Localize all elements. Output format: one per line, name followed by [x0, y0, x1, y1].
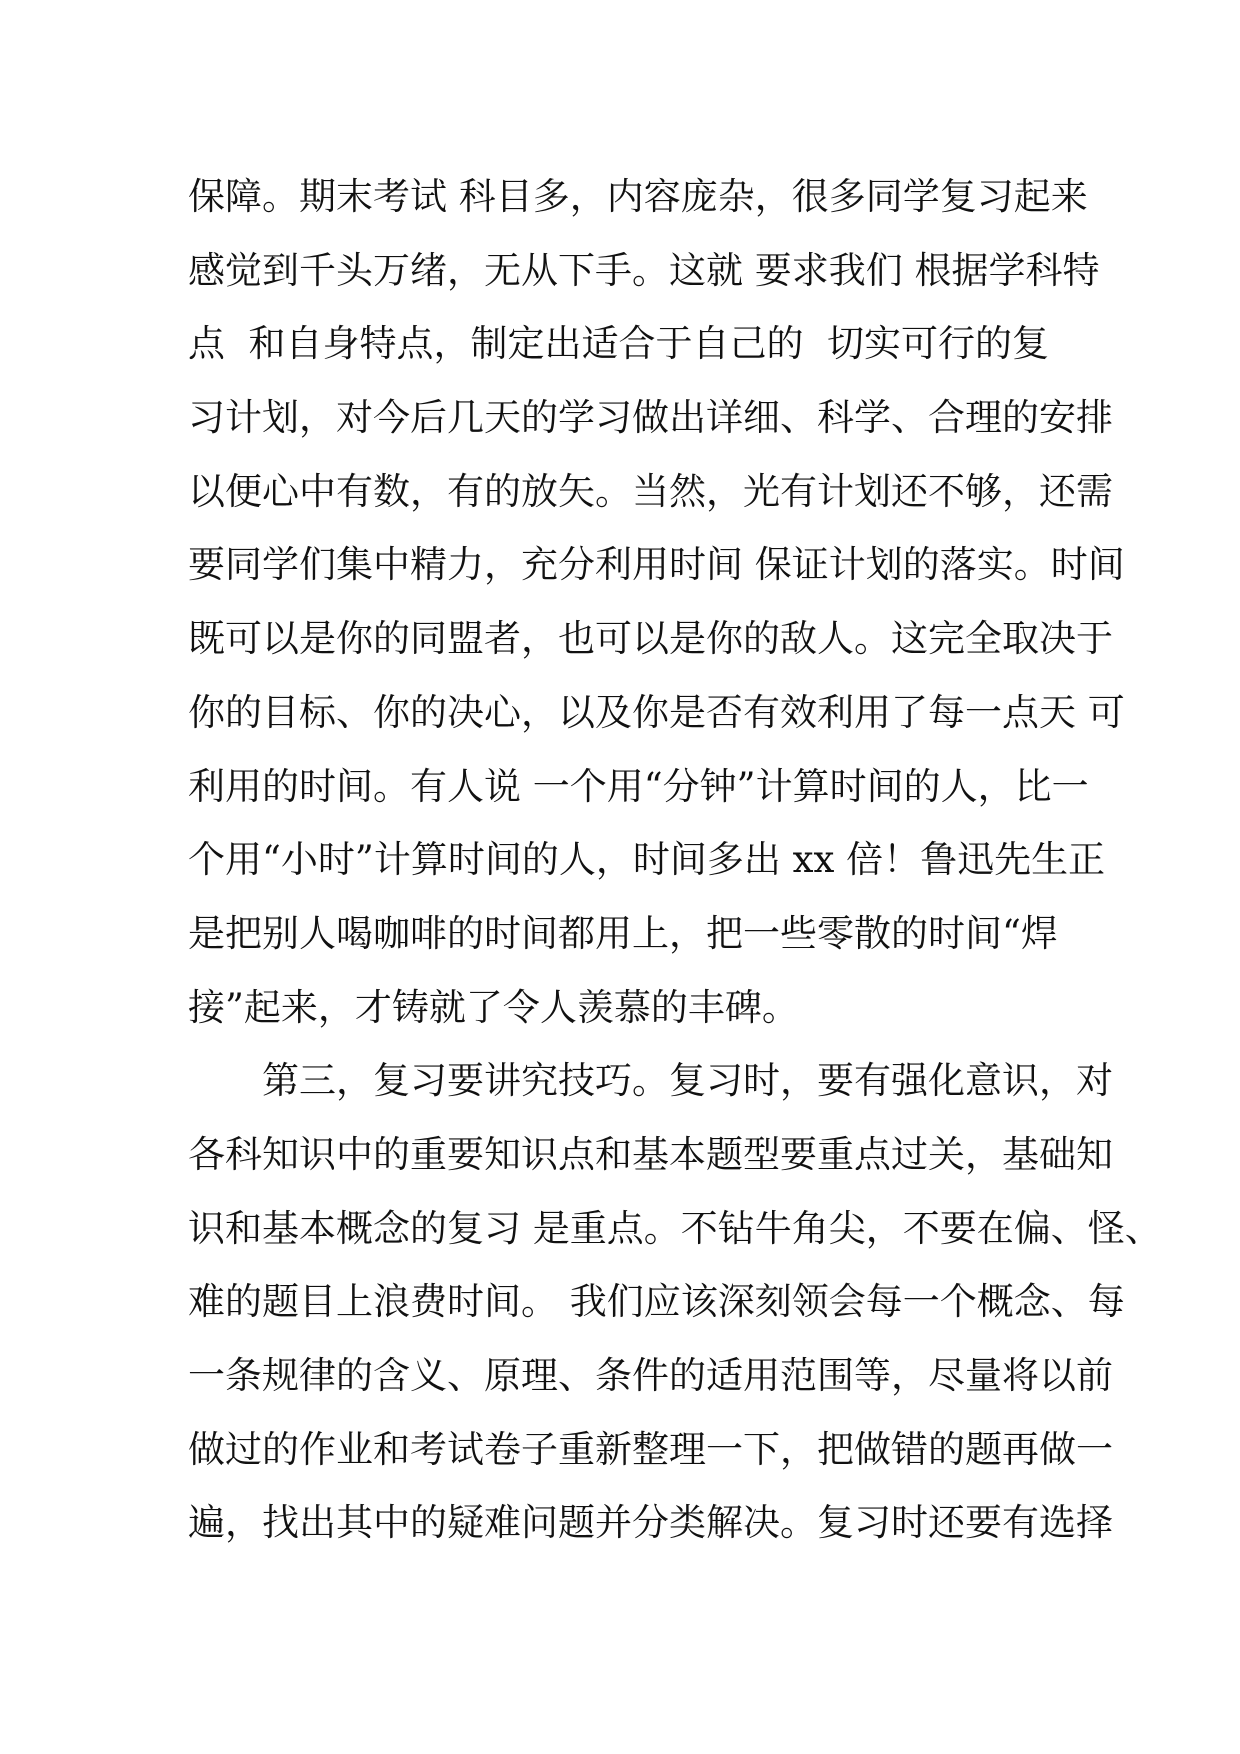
body-text [188, 160, 1162, 1560]
text-line: 做过的作业和考试卷子重新整理一下，把做错的题再做一 [188, 1427, 1113, 1471]
text-line: 你的目标、你的决心，以及你是否有效利用了每一点天 可 [188, 690, 1125, 734]
text-line: 习计划，对今后几天的学习做出详细、科学、合理的安排 [188, 396, 1113, 440]
text-line: 一条规律的含义、原理、条件的适用范围等，尽量将以前 [188, 1354, 1113, 1397]
text-line: 第三，复习要讲究技巧。复习时，要有强化意识，对 [188, 1059, 1113, 1103]
text-line: 接”起来，才铸就了令人羡慕的丰碑。 [188, 985, 799, 1029]
text-line: 遍，找出其中的疑难问题并分类解决。复习时还要有选择 [188, 1501, 1113, 1545]
text-line: 是把别人喝咖啡的时间都用上，把一些零散的时间“焊 [188, 911, 1058, 955]
text-line: 点 和自身特点，制定出适合于自己的 切实可行的复 [188, 322, 1050, 366]
text-line: 难的题目上浪费时间。 我们应该深刻领会每一个概念、每 [188, 1280, 1125, 1324]
text-line: 各科知识中的重要知识点和基本题型要重点过关，基础知 [188, 1132, 1113, 1176]
text-line: 识和基本概念的复习 是重点。不钻牛角尖，不要在偏、怪、 [188, 1206, 1162, 1250]
text-line: 以便心中有数，有的放矢。当然，光有计划还不够，还需 [188, 469, 1113, 513]
text-line: 利用的时间。有人说 一个用“分钟”计算时间的人，比一 [188, 764, 1089, 808]
text-line: 要同学们集中精力，充分利用时间 保证计划的落实。时间 [188, 543, 1125, 587]
text-line: 保障。期末考试 科目多，内容庞杂，很多同学复习起来 [188, 175, 1088, 218]
text-line: 既可以是你的同盟者，也可以是你的敌人。这完全取决于 [188, 617, 1113, 661]
text-line: 感觉到千头万绪，无从下手。这就 要求我们 根据学科特 [188, 248, 1100, 292]
text-line: 个用“小时”计算时间的人，时间多出 xx 倍！鲁迅先生正 [188, 838, 1106, 882]
